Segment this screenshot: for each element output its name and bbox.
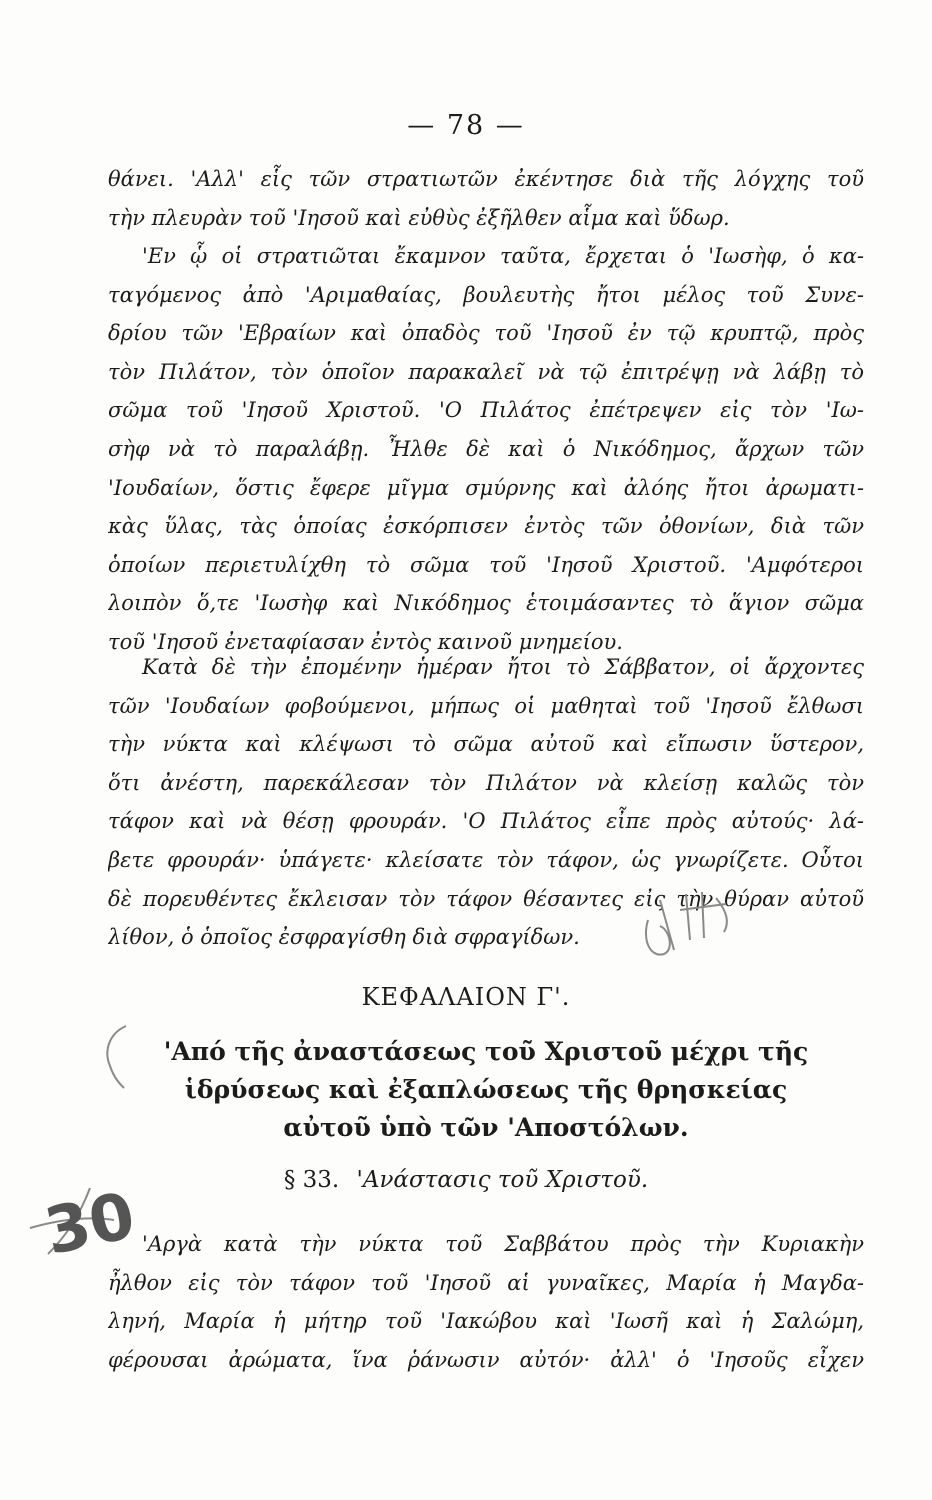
text-line: φέρουσαι ἀρώματα, ἵνα ῥάνωσιν αὐτόν· ἀλλ' ὁ 'Ιησοῦς εἶχεν bbox=[108, 1347, 864, 1372]
chapter-subtitle bbox=[108, 1033, 864, 1147]
text-line: τοῦ 'Ιησοῦ ἐνεταφίασαν ἐντὸς καινοῦ μνημείου. bbox=[108, 629, 623, 654]
text-line: θάνει. 'Αλλ' εἷς τῶν στρατιωτῶν ἐκέντησε διὰ τῆς λόγχης τοῦ bbox=[108, 167, 864, 191]
text-line: σὴφ νὰ τὸ παραλάβῃ. Ἦλθε δὲ καὶ ὁ Νικόδημος, ἄρχων τῶν bbox=[108, 436, 864, 461]
text-line: τάφον καὶ νὰ θέσῃ φρουράν. 'Ο Πιλάτος εἶπε πρὸς αὐτούς· λά- bbox=[108, 809, 864, 834]
pencil-scribble-icon bbox=[630, 880, 740, 970]
text-line: σῶμα τοῦ 'Ιησοῦ Χριστοῦ. 'Ο Πιλάτος ἐπέτρεψεν εἰς τὸν 'Ιω- bbox=[108, 398, 864, 423]
text-line: λίθον, ὁ ὁποῖος ἐσφραγίσθη διὰ σφραγίδων. bbox=[108, 925, 580, 950]
text-line: ταγόμενος ἀπὸ 'Αριμαθαίας, βουλευτὴς ἤτοι μέλος τοῦ Συνε- bbox=[108, 282, 864, 307]
subtitle-line: ἱδρύσεως καὶ ἐξαπλώσεως τῆς θρησκείας bbox=[184, 1075, 788, 1104]
text-line: ὁποίων περιετυλίχθη τὸ σῶμα τοῦ 'Ιησοῦ Χριστοῦ. 'Αμφότεροι bbox=[108, 552, 864, 577]
section-number: § 33. bbox=[283, 1167, 340, 1193]
handwritten-numeral-text: 30 bbox=[38, 1178, 142, 1270]
chapter-title: ΚΕΦΑΛΑΙΟΝ Γ'. bbox=[361, 983, 571, 1011]
text-line: Κατὰ δὲ τὴν ἐπομένην ἡμέραν ἤτοι τὸ Σάββατον, οἱ ἄρχοντες bbox=[142, 655, 864, 679]
text-line: δὲ πορευθέντες ἔκλεισαν τὸν τάφον θέσαντες εἰς τὴν θύραν αὐτοῦ bbox=[108, 886, 864, 911]
text-line: 'Εν ᾧ οἱ στρατιῶται ἔκαμνον ταῦτα, ἔρχεται ὁ 'Ιωσὴφ, ὁ κα- bbox=[142, 244, 864, 268]
text-line: 'Αργὰ κατὰ τὴν νύκτα τοῦ Σαββάτου πρὸς τὴν Κυριακὴν bbox=[142, 1232, 864, 1256]
text-line: βετε φρουράν· ὑπάγετε· κλείσατε τὸν τάφον, ὡς γνωρίζετε. Οὗτοι bbox=[108, 847, 864, 872]
text-line: τῶν 'Ιουδαίων φοβούμενοι, μήπως οἱ μαθηταὶ τοῦ 'Ιησοῦ ἔλθωσι bbox=[108, 693, 864, 718]
text-line: κὰς ὕλας, τὰς ὁποίας ἐσκόρπισεν ἐντὸς τῶν ὀθονίων, διὰ τῶν bbox=[108, 514, 864, 539]
paragraph-3 bbox=[108, 648, 864, 957]
paragraph-1 bbox=[108, 160, 864, 237]
subtitle-line: αὐτοῦ ὑπὸ τῶν 'Αποστόλων. bbox=[283, 1113, 689, 1142]
paragraph-2 bbox=[108, 237, 864, 662]
text-line: ὅτι ἀνέστη, παρεκάλεσαν τὸν Πιλάτον νὰ κλείσῃ καλῶς τὸν bbox=[108, 770, 864, 795]
section-title: 'Ανάστασις τοῦ Χριστοῦ. bbox=[356, 1167, 649, 1193]
section-heading bbox=[0, 1167, 932, 1193]
subtitle-line: 'Από τῆς ἀναστάσεως τοῦ Χριστοῦ μέχρι τῆς bbox=[163, 1037, 809, 1066]
text-line: ληνή, Μαρία ἡ μήτηρ τοῦ 'Ιακώβου καὶ 'Ιωσῆ καὶ ἡ Σαλώμη, bbox=[108, 1309, 864, 1334]
text-line: τὴν πλευρὰν τοῦ 'Ιησοῦ καὶ εὐθὺς ἐξῆλθεν αἷμα καὶ ὕδωρ. bbox=[108, 205, 730, 230]
text-line: 'Ιουδαίων, ὅστις ἔφερε μῖγμα σμύρνης καὶ ἀλόης ἤτοι ἀρωματι- bbox=[108, 475, 864, 500]
page-number: — 78 — bbox=[407, 110, 525, 141]
text-line: λοιπὸν ὅ,τε 'Ιωσὴφ καὶ Νικόδημος ἑτοιμάσαντες τὸ ἅγιον σῶμα bbox=[108, 591, 864, 616]
text-line: τὸν Πιλάτον, τὸν ὁποῖον παρακαλεῖ νὰ τῷ ἐπιτρέψῃ νὰ λάβῃ τὸ bbox=[108, 359, 864, 384]
text-line: τὴν νύκτα καὶ κλέψωσι τὸ σῶμα αὐτοῦ καὶ εἴπωσιν ὕστερον, bbox=[108, 732, 864, 757]
paragraph-4 bbox=[108, 1225, 864, 1379]
text-line: δρίου τῶν 'Εβραίων καὶ ὀπαδὸς τοῦ 'Ιησοῦ ἐν τῷ κρυπτῷ, πρὸς bbox=[108, 321, 864, 346]
text-line: ἦλθον εἰς τὸν τάφον τοῦ 'Ιησοῦ αἱ γυναῖκες, Μαρία ἡ Μαγδα- bbox=[108, 1270, 864, 1295]
